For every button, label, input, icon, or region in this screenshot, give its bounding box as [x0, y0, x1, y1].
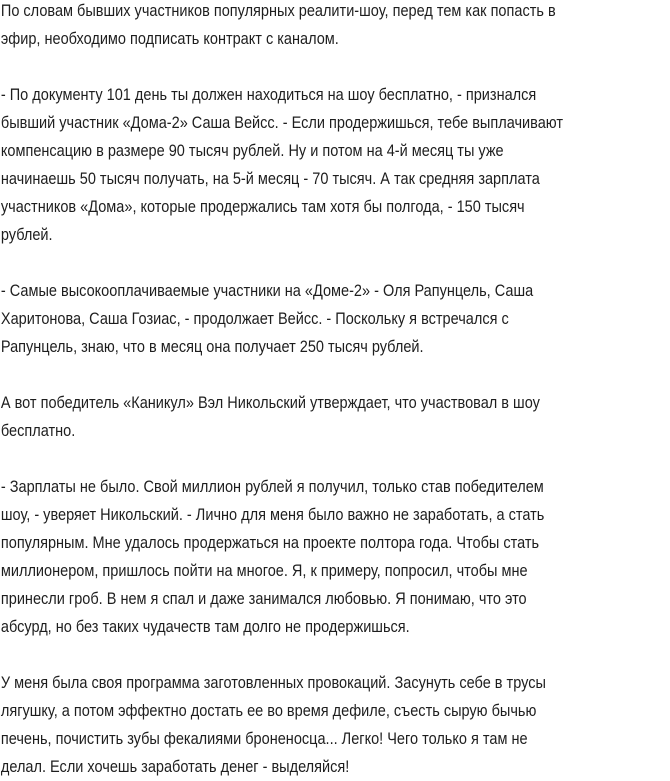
text-line: рублей.: [0, 226, 53, 244]
text-line: лягушку, а потом эффектно достать ее во время дефиле, съесть сырую бычью: [0, 702, 537, 720]
text-line: абсурд, но без таких чудачеств там долго не продержишься.: [0, 618, 410, 636]
paragraph-weiss-quote-1: [1, 81, 667, 249]
text-line: Харитонова, Саша Гозиас, - продолжает Вейсс. - Поскольку я встречался с: [0, 310, 509, 328]
text-line: бесплатно.: [0, 422, 76, 440]
text-line: популярным. Мне удалось продержаться на проекте полтора года. Чтобы стать: [0, 534, 540, 552]
text-line: эфир, необходимо подписать контракт с каналом.: [0, 30, 339, 48]
text-line: - По документу 101 день ты должен находиться на шоу бесплатно, - признался: [0, 86, 537, 104]
text-line: миллионером, пришлось пойти на многое. Я, к примеру, попросил, чтобы мне: [0, 562, 528, 580]
text-line: - Зарплаты не было. Свой миллион рублей я получил, только став победителем: [0, 478, 544, 496]
text-line: А вот победитель «Каникул» Вэл Никольский утверждает, что участвовал в шоу: [0, 394, 540, 412]
paragraph-nikolsky-quote-2: [1, 669, 667, 781]
text-line: Рапунцель, знаю, что в месяц она получает 250 тысяч рублей.: [0, 338, 424, 356]
paragraph-nikolsky-intro: [1, 389, 667, 445]
text-line: начинаешь 50 тысяч получать, на 5-й месяц - 70 тысяч. А так средняя зарплата: [0, 170, 540, 188]
text-line: - Самые высокооплачиваемые участники на «Доме-2» - Оля Рапунцель, Саша: [0, 282, 534, 300]
text-line: У меня была своя программа заготовленных провокаций. Засунуть себе в трусы: [0, 674, 546, 692]
paragraph-nikolsky-quote-1: [1, 473, 667, 641]
paragraph-weiss-quote-2: [1, 277, 667, 361]
text-line: По словам бывших участников популярных реалити-шоу, перед тем как попасть в: [0, 2, 556, 20]
text-line: принесли гроб. В нем я спал и даже занимался любовью. Я понимаю, что это: [0, 590, 527, 608]
text-line: делал. Если хочешь заработать денег - выделяйся!: [0, 758, 350, 776]
text-line: бывший участник «Дома-2» Саша Вейсс. - Если продержишься, тебе выплачивают: [0, 114, 563, 132]
text-line: компенсацию в размере 90 тысяч рублей. Ну и потом на 4-й месяц ты уже: [0, 142, 504, 160]
paragraph-intro: [1, 0, 667, 53]
text-line: шоу, - уверяет Никольский. - Лично для меня было важно не заработать, а стать: [0, 506, 545, 524]
text-line: участников «Дома», которые продержались там хотя бы полгода, - 150 тысяч: [0, 198, 525, 216]
text-line: печень, почистить зубы фекалиями броненосца... Легко! Чего только я там не: [0, 730, 528, 748]
